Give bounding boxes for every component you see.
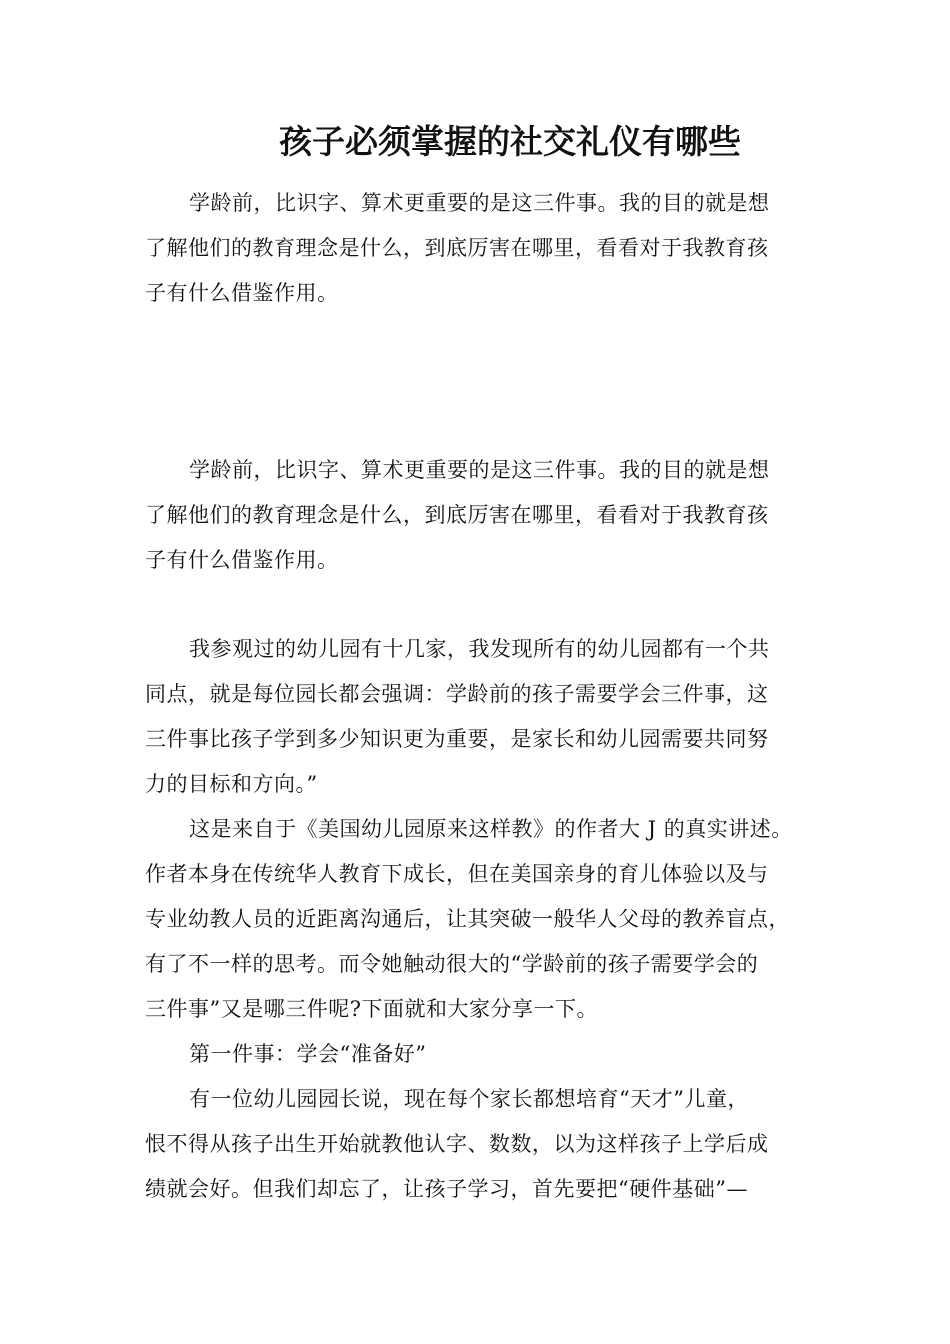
paragraph-line: 专业幼教人员的近距离沟通后，让其突破一般华人父母的教养盲点， [145,907,790,931]
paragraph-line: 同点，就是每位园长都会强调：学龄前的孩子需要学会三件事，这 [145,682,769,706]
paragraph-line: 绩就会好。但我们却忘了，让孩子学习，首先要把“硬件基础”— [145,1177,748,1201]
paragraph-line: 学龄前，比识字、算术更重要的是这三件事。我的目的就是想 [189,191,770,215]
paragraph-line: 子有什么借鉴作用。 [145,548,339,572]
paragraph-line: 三件事比孩子学到多少知识更为重要，是家长和幼儿园需要共同努 [145,727,769,751]
paragraph-line: 了解他们的教育理念是什么，到底厉害在哪里，看看对于我教育孩 [145,236,769,260]
paragraph-line: 三件事”又是哪三件呢?下面就和大家分享一下。 [145,997,598,1021]
paragraph-line: 这是来自于《美国幼儿园原来这样教》的作者大 J 的真实讲述。 [189,817,793,841]
paragraph-line: 有一位幼儿园园长说，现在每个家长都想培育“天才”儿童， [189,1087,749,1111]
paragraph-line: 作者本身在传统华人教育下成长，但在美国亲身的育儿体验以及与 [145,862,769,886]
paragraph-line: 子有什么借鉴作用。 [145,281,339,305]
document-title: 孩子必须掌握的社交礼仪有哪些 [279,122,741,161]
section-heading: 第一件事：学会“准备好” [189,1042,427,1066]
paragraph-line: 我参观过的幼儿园有十几家，我发现所有的幼儿园都有一个共 [189,637,770,661]
paragraph-line: 学龄前，比识字、算术更重要的是这三件事。我的目的就是想 [189,458,770,482]
paragraph-line: 了解他们的教育理念是什么，到底厉害在哪里，看看对于我教育孩 [145,503,769,527]
paragraph-line: 恨不得从孩子出生开始就教他认字、数数，以为这样孩子上学后成 [145,1132,769,1156]
paragraph-line: 有了不一样的思考。而令她触动很大的“学龄前的孩子需要学会的 [145,952,759,976]
paragraph-line: 力的目标和方向。” [145,772,318,796]
